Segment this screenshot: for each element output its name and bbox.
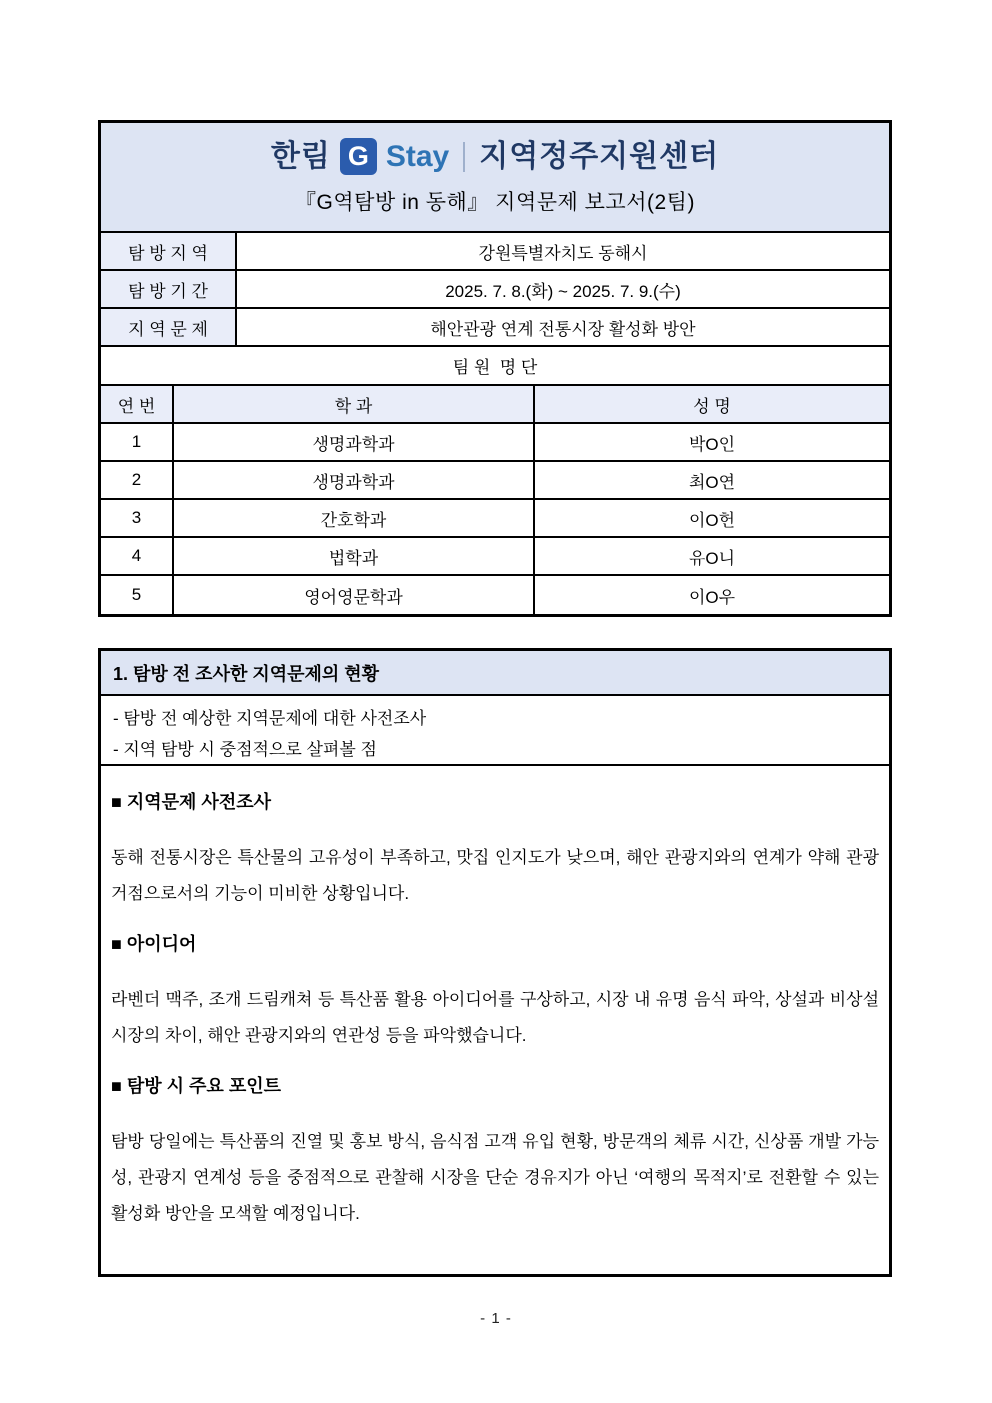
section1-bullet-list <box>101 696 889 766</box>
info-label-period: 탐 방 기 간 <box>101 271 237 307</box>
info-value-period: 2025. 7. 8.(화) ~ 2025. 7. 9.(수) <box>445 281 681 301</box>
info-row-problem <box>101 309 889 347</box>
info-value-problem: 해안관광 연계 전통시장 활성화 방안 <box>430 319 696 339</box>
info-row-period <box>101 271 889 309</box>
team-row-4 <box>101 538 889 576</box>
team-col-header-name: 성 명 <box>535 386 889 422</box>
report-banner <box>101 123 889 233</box>
hallym-gstay-logo <box>271 138 719 175</box>
section1-body <box>101 766 889 1232</box>
logo-g-letter: G <box>347 141 369 171</box>
team-row-dept: 생명과학과 <box>174 424 535 460</box>
team-row-name: 최O연 <box>688 472 736 492</box>
team-col-header-no: 연 번 <box>101 386 174 422</box>
section1-bullet-1: - 탐방 전 예상한 지역문제에 대한 사전조사 <box>113 709 427 728</box>
logo-text-hanlim: 한림 <box>270 139 331 173</box>
team-row-2 <box>101 462 889 500</box>
info-label-problem: 지 역 문 제 <box>101 309 237 345</box>
team-row-name: 이O우 <box>688 587 736 607</box>
section1-table <box>98 648 892 1277</box>
team-row-dept: 간호학과 <box>174 500 535 536</box>
team-row-no: 2 <box>101 462 174 498</box>
team-row-dept: 영어영문학과 <box>174 576 535 614</box>
block-para-keypoints: 탐방 당일에는 특산품의 진열 및 홍보 방식, 음식점 고객 유입 현황, 방문객의 체류 시간, 신상품 개발 가능성, 관광지 연계성 등을 중점적으로 관찰해 시장을 단순 경유지가 아닌 ‘여행의 목적지’로 전환할 수 있는 활성화 방안을 모색할 예정입니다. <box>111 1132 879 1223</box>
block-para-idea: 라벤더 맥주, 조개 드림캐쳐 등 특산품 활용 아이디어를 구상하고, 시장 내 유명 음식 파악, 상설과 비상설 시장의 차이, 해안 관광지와의 연관성 등을 파악했습니다. <box>111 990 879 1045</box>
logo-g-badge-icon <box>340 138 377 175</box>
info-value-region: 강원특별자치도 동해시 <box>478 243 648 263</box>
team-row-name: 유O니 <box>688 548 736 568</box>
logo-divider <box>463 142 465 172</box>
team-row-dept: 생명과학과 <box>174 462 535 498</box>
team-row-no: 1 <box>101 424 174 460</box>
block-heading-idea: ■ 아이디어 <box>111 934 197 954</box>
team-row-name: 이O헌 <box>688 510 736 530</box>
team-row-no: 3 <box>101 500 174 536</box>
team-row-5 <box>101 576 889 614</box>
logo-text-center-name: 지역정주지원센터 <box>479 139 720 173</box>
section1-title: 1. 탐방 전 조사한 지역문제의 현황 <box>101 651 889 696</box>
info-label-region: 탐 방 지 역 <box>101 233 237 269</box>
info-row-region <box>101 233 889 271</box>
team-row-name: 박O인 <box>688 434 736 454</box>
team-row-1 <box>101 424 889 462</box>
page-number: - 1 - <box>480 1310 512 1327</box>
report-info-table <box>98 120 892 617</box>
section1-bullet-2: - 지역 탐방 시 중점적으로 살펴볼 점 <box>113 740 377 759</box>
team-header-row <box>101 386 889 424</box>
team-col-header-dept: 학 과 <box>174 386 535 422</box>
report-title: 『G역탐방 in 동해』 지역문제 보고서(2팀) <box>295 191 695 214</box>
team-row-3 <box>101 500 889 538</box>
team-row-no: 4 <box>101 538 174 574</box>
logo-text-stay: Stay <box>385 139 450 173</box>
team-row-dept: 법학과 <box>174 538 535 574</box>
block-para-presurvey: 동해 전통시장은 특산물의 고유성이 부족하고, 맛집 인지도가 낮으며, 해안 관광지와의 연계가 약해 관광 거점으로서의 기능이 미비한 상황입니다. <box>111 848 879 903</box>
block-heading-keypoints: ■ 탐방 시 주요 포인트 <box>111 1076 281 1096</box>
team-list-caption: 팀 원 명 단 <box>101 347 889 386</box>
team-row-no: 5 <box>101 576 174 614</box>
block-heading-presurvey: ■ 지역문제 사전조사 <box>111 792 271 812</box>
